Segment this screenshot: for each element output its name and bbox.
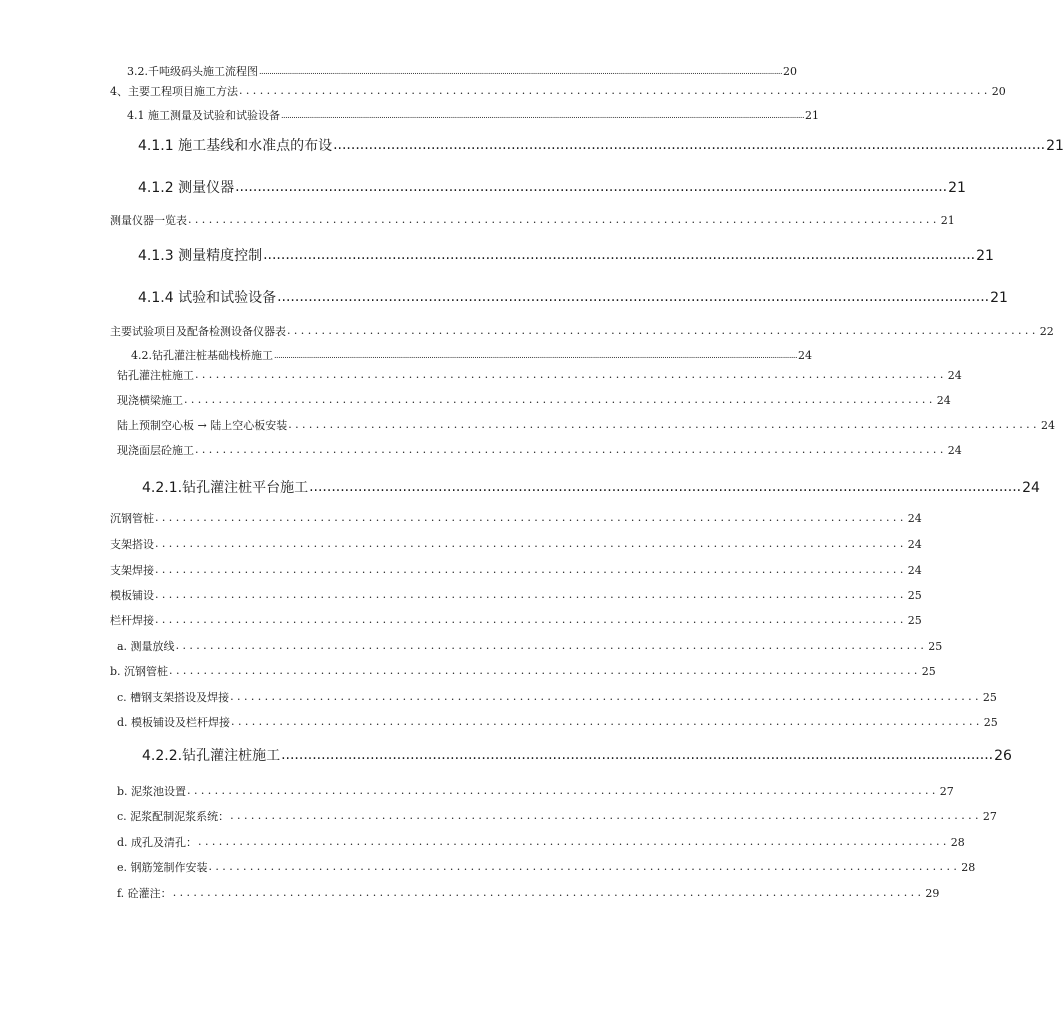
toc-entry-page: 24 — [907, 512, 922, 525]
toc-entry-page: 21 — [948, 180, 966, 196]
toc-leader: ................................................................................................................................................................ — [309, 479, 1022, 495]
toc-entry-page: 25 — [907, 614, 922, 627]
toc-entry-page: 21 — [1046, 138, 1064, 154]
toc-entry[interactable] — [110, 562, 922, 578]
toc-entry-label: f. 砼灌注： — [117, 887, 172, 900]
toc-entry[interactable] — [127, 107, 819, 123]
toc-leader: ............................................................................................................. — [155, 563, 907, 576]
toc-entry-label: 4.1.3 测量精度控制 — [138, 248, 263, 264]
toc-entry-label: 4.1.2 测量仪器 — [138, 180, 235, 196]
toc-entry[interactable] — [117, 392, 951, 408]
toc-entry-label: c. 槽钢支架搭设及焊接 — [117, 691, 230, 704]
toc-entry-page: 21 — [940, 214, 955, 227]
toc-entry-label: 栏杆焊接 — [110, 614, 154, 627]
toc-entry-page: 28 — [950, 836, 965, 849]
toc-entry-label: 现浇面层砼施工 — [117, 444, 194, 457]
toc-entry[interactable] — [110, 323, 1054, 339]
toc-leader: ............................................................................................................. — [188, 213, 940, 226]
toc-entry-page: 24 — [1022, 480, 1040, 496]
toc-entry-label: 4.1.1 施工基线和水准点的布设 — [138, 138, 333, 154]
toc-entry[interactable] — [138, 245, 994, 265]
toc-entry-page: 21 — [976, 248, 994, 264]
toc-entry[interactable] — [138, 177, 966, 197]
toc-entry-page: 25 — [921, 665, 936, 678]
toc-entry-label: 钻孔灌注桩施工 — [117, 369, 194, 382]
toc-leader: ................................................................................................................................................................................................................................................................ — [259, 67, 782, 76]
toc-leader: ............................................................................................................. — [155, 511, 907, 524]
toc-entry[interactable] — [110, 663, 936, 679]
toc-entry-label: a. 测量放线 — [117, 640, 175, 653]
toc-leader: ............................................................................................................. — [198, 835, 950, 848]
toc-entry[interactable] — [117, 714, 998, 730]
toc-entry-label: 4.2.钻孔灌注桩基础栈桥施工 — [131, 349, 273, 362]
toc-entry-page: 20 — [991, 85, 1006, 98]
toc-leader: ............................................................................................................. — [195, 443, 947, 456]
toc-entry[interactable] — [110, 510, 922, 526]
toc-entry-label: 4.2.2.钻孔灌注桩施工 — [142, 748, 281, 764]
toc-leader: ................................................................................................................................................................ — [263, 247, 976, 263]
toc-entry-label: 3.2.千吨级码头施工流程图 — [127, 65, 258, 78]
toc-entry-label: d. 模板铺设及栏杆焊接 — [117, 716, 231, 729]
toc-entry-label: d. 成孔及清孔： — [117, 836, 198, 849]
toc-entry[interactable] — [131, 347, 812, 363]
toc-leader: ............................................................................................................. — [187, 784, 939, 797]
toc-leader: ............................................................................................................. — [230, 690, 982, 703]
toc-leader: ............................................................................................................. — [155, 613, 907, 626]
toc-leader: ............................................................................................................. — [208, 860, 961, 873]
toc-entry[interactable] — [117, 417, 1055, 433]
toc-entry[interactable] — [138, 135, 1064, 155]
toc-entry-page: 24 — [798, 349, 812, 362]
toc-entry-label: 陆上预制空心板 → 陆上空心板安装 — [117, 419, 288, 432]
toc-entry[interactable] — [117, 638, 943, 654]
toc-entry-label: 4.2.1.钻孔灌注桩平台施工 — [142, 480, 309, 496]
toc-leader: ................................................................................................................................................................ — [333, 137, 1046, 153]
toc-entry-page: 29 — [925, 887, 940, 900]
toc-entry[interactable] — [127, 63, 797, 79]
toc-leader: ................................................................................................................................................................................................................................................................ — [274, 351, 797, 360]
toc-leader: ............................................................................................................. — [195, 368, 947, 381]
toc-entry-page: 21 — [805, 109, 819, 122]
toc-entry[interactable] — [117, 859, 976, 875]
toc-entry[interactable] — [117, 442, 962, 458]
toc-entry-page: 24 — [907, 564, 922, 577]
toc-entry-page: 25 — [928, 640, 943, 653]
toc-entry-page: 24 — [947, 444, 962, 457]
toc-entry-label: 现浇横梁施工 — [117, 394, 183, 407]
toc-entry-page: 20 — [783, 65, 797, 78]
toc-leader: ............................................................................................................. — [239, 84, 991, 97]
toc-entry[interactable] — [117, 783, 954, 799]
toc-entry-label: b. 沉钢管桩 — [110, 665, 169, 678]
toc-entry-page: 27 — [939, 785, 954, 798]
toc-entry[interactable] — [117, 808, 997, 824]
toc-entry[interactable] — [142, 745, 1012, 765]
toc-entry-page: 28 — [961, 861, 976, 874]
toc-entry-label: c. 泥浆配制泥浆系统： — [117, 810, 230, 823]
toc-entry[interactable] — [110, 536, 922, 552]
toc-leader: ............................................................................................................. — [155, 588, 907, 601]
toc-entry[interactable] — [142, 477, 1040, 497]
toc-leader: ............................................................................................................. — [231, 715, 983, 728]
toc-entry-label: 模板铺设 — [110, 589, 154, 602]
toc-leader: ............................................................................................................. — [175, 639, 928, 652]
toc-entry-page: 24 — [1040, 419, 1055, 432]
toc-entry-label: b. 泥浆池设置 — [117, 785, 187, 798]
toc-entry[interactable] — [110, 212, 955, 228]
toc-entry[interactable] — [138, 287, 1008, 307]
toc-entry-page: 24 — [947, 369, 962, 382]
toc-leader: ............................................................................................................. — [172, 886, 925, 899]
toc-entry-page: 24 — [907, 538, 922, 551]
toc-entry-label: 测量仪器一览表 — [110, 214, 187, 227]
toc-entry-page: 26 — [994, 748, 1012, 764]
toc-entry-page: 27 — [982, 810, 997, 823]
toc-leader: ............................................................................................................. — [184, 393, 936, 406]
toc-entry-page: 24 — [936, 394, 951, 407]
toc-entry[interactable] — [117, 885, 940, 901]
toc-entry-label: 沉钢管桩 — [110, 512, 154, 525]
toc-leader: ................................................................................................................................................................................................................................................................ — [281, 111, 804, 120]
toc-leader: ................................................................................................................................................................ — [277, 289, 990, 305]
toc-entry-label: 支架搭设 — [110, 538, 154, 551]
toc-entry-label: 4.1.4 试验和试验设备 — [138, 290, 277, 306]
toc-entry-label: 支架焊接 — [110, 564, 154, 577]
toc-leader: ............................................................................................................. — [230, 809, 982, 822]
toc-entry[interactable] — [110, 83, 1006, 99]
toc-entry[interactable] — [110, 612, 922, 628]
toc-leader: ............................................................................................................. — [287, 324, 1039, 337]
toc-leader: ............................................................................................................. — [288, 418, 1040, 431]
toc-entry[interactable] — [117, 367, 962, 383]
toc-entry-page: 22 — [1039, 325, 1054, 338]
toc-entry[interactable] — [110, 587, 922, 603]
toc-entry[interactable] — [117, 834, 965, 850]
toc-leader: ............................................................................................................. — [155, 537, 907, 550]
toc-entry-label: 4.1 施工测量及试验和试验设备 — [127, 109, 280, 122]
toc-entry-page: 25 — [982, 691, 997, 704]
toc-entry-label: e. 钢筋笼制作安装 — [117, 861, 208, 874]
toc-leader: ................................................................................................................................................................ — [235, 179, 948, 195]
toc-entry-page: 25 — [983, 716, 998, 729]
toc-leader: ................................................................................................................................................................ — [281, 747, 994, 763]
toc-entry-label: 主要试验项目及配备检测设备仪器表 — [110, 325, 286, 338]
toc-entry[interactable] — [117, 689, 997, 705]
toc-entry-page: 25 — [907, 589, 922, 602]
toc-leader: ............................................................................................................. — [169, 664, 921, 677]
toc-entry-label: 4、主要工程项目施工方法 — [110, 85, 238, 98]
toc-entry-page: 21 — [990, 290, 1008, 306]
